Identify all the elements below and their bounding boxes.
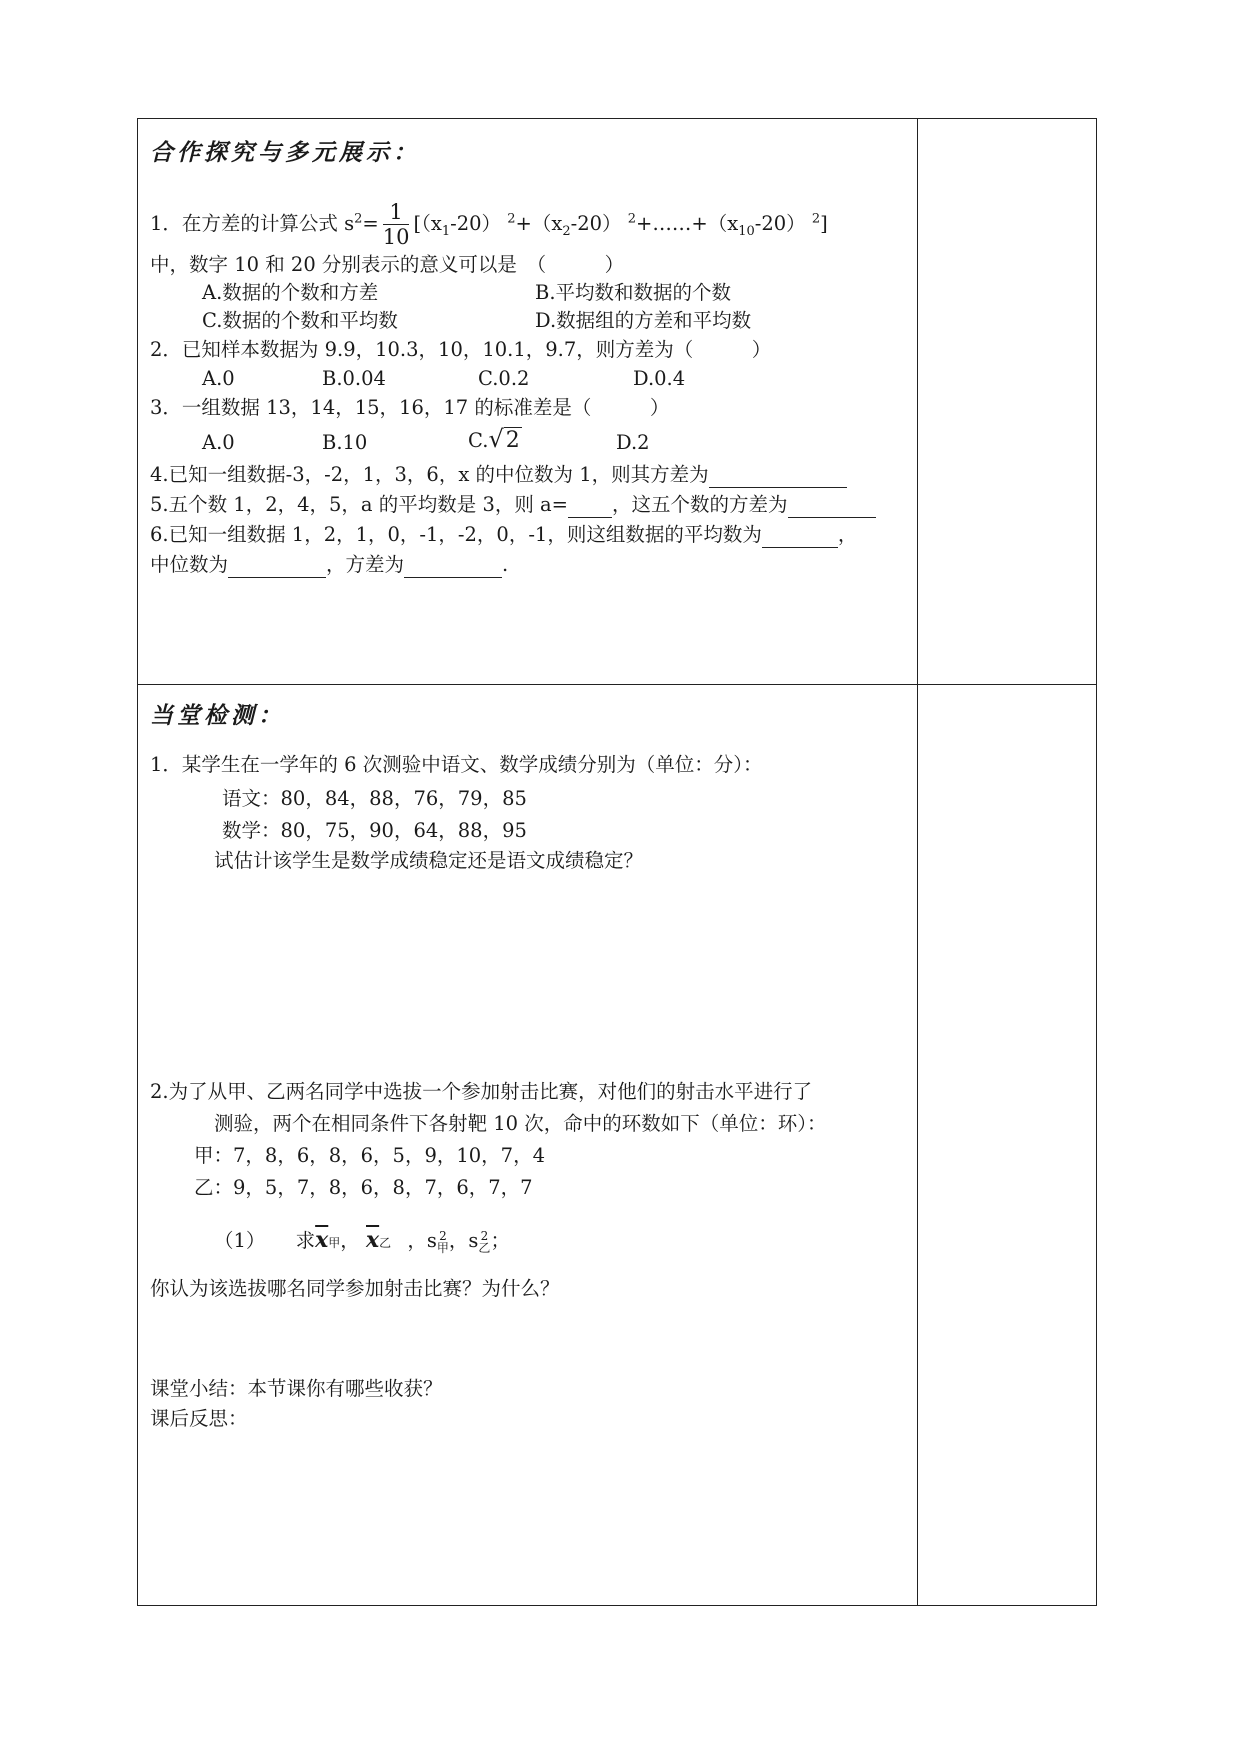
q1-option-b: B.平均数和数据的个数 <box>535 281 732 304</box>
summary-line: 课堂小结：本节课你有哪些收获？ <box>150 1377 443 1400</box>
q5-blank-b[interactable] <box>788 497 876 518</box>
q6-line2 <box>150 552 508 578</box>
q3-option-b: B.10 <box>322 431 368 454</box>
q3-option-c-prefix: C. <box>468 429 489 452</box>
q1-sup: 2 <box>354 211 363 227</box>
q1-body-c: +（x <box>515 212 563 235</box>
q1-formula-line <box>150 200 828 249</box>
p2-jia-scores: 甲：7，8，6，8，6，5，9，10，7，4 <box>194 1144 545 1167</box>
q5-line <box>150 492 876 518</box>
s-yi-sub: 乙 <box>478 1240 491 1255</box>
p1-chinese-scores: 语文：80，84，88，76，79，85 <box>222 787 527 810</box>
s-yi-scripts <box>478 1230 490 1254</box>
q3-option-c <box>468 426 522 454</box>
q2-option-c: C.0.2 <box>478 367 530 390</box>
q1-sup-f: 2 <box>811 211 821 227</box>
q4-text: 4.已知一组数据-3，-2，1，3，6，x 的中位数为 1，则其方差为 <box>150 463 709 486</box>
q6-line2-b: ，方差为 <box>326 553 405 576</box>
section1-heading: 合作探究与多元展示： <box>150 139 420 166</box>
q1-sub1: 1 <box>441 223 451 239</box>
q1-body-g: ] <box>820 212 828 235</box>
q5-text-a: 5.五个数 1，2，4，5，a 的平均数是 3，则 a= <box>150 493 569 516</box>
q6-blank-variance[interactable] <box>404 557 502 578</box>
q4-blank[interactable] <box>709 467 847 488</box>
q1-option-c: C.数据的个数和平均数 <box>202 309 398 332</box>
q6-line2-c: . <box>502 553 509 576</box>
q1-sup-b: 2 <box>507 211 516 227</box>
q1-option-a: A.数据的个数和方差 <box>202 281 379 304</box>
radical-sign: √ <box>488 425 504 453</box>
s-jia: s <box>426 1229 437 1252</box>
q1-body-b: -20） <box>450 212 502 235</box>
s-yi: s <box>468 1229 479 1252</box>
p2-part1 <box>214 1227 510 1256</box>
x-bar-yi: $\overline{x}$ <box>366 1227 380 1253</box>
q1-sub10: 10 <box>738 223 755 239</box>
sub-yi: 乙 <box>379 1236 392 1250</box>
q6-line2-a: 中位数为 <box>150 553 229 576</box>
p2-comma-2: ， <box>407 1229 427 1252</box>
q2-option-a: A.0 <box>202 367 235 390</box>
section2-heading: 当堂检测： <box>150 702 285 729</box>
reflection-line: 课后反思： <box>150 1407 248 1430</box>
sqrt-symbol <box>488 426 521 454</box>
p2-part1-ask: 求 <box>295 1229 316 1252</box>
q1-option-d: D.数据组的方差和平均数 <box>535 309 752 332</box>
q1-sub2: 2 <box>562 223 571 239</box>
q1-body-d: -20） <box>570 212 622 235</box>
q4-line <box>150 462 847 488</box>
p2-part1-label: （1） <box>214 1229 266 1252</box>
p2-text2: 测验，两个在相同条件下各射靶 10 次，命中的环数如下（单位：环）： <box>214 1112 827 1135</box>
p2-text: 2.为了从甲、乙两名同学中选拔一个参加射击比赛，对他们的射击水平进行了 <box>150 1080 813 1103</box>
p2-yi-scores: 乙：9，5，7，8，6，8，7，6，7，7 <box>194 1176 533 1199</box>
q6-line <box>150 522 857 548</box>
q1-sup-d: 2 <box>627 211 637 227</box>
q6-text-b: ， <box>837 523 858 546</box>
p2-comma-3: ， <box>448 1229 469 1252</box>
q6-text-a: 6.已知一组数据 1，2，1，0，-1，-2，0，-1，则这组数据的平均数为 <box>150 523 762 546</box>
p2-comma-1: ， <box>340 1229 360 1252</box>
q6-blank-median[interactable] <box>228 557 326 578</box>
q1-line2: 中，数字 10 和 20 分别表示的意义可以是 （ ） <box>150 253 625 276</box>
q5-blank-a[interactable] <box>568 497 612 518</box>
q3-text: 3．一组数据 13，14，15，16，17 的标准差是（ ） <box>150 396 670 419</box>
p2-question: 你认为该选拔哪名同学参加射击比赛？为什么？ <box>150 1277 560 1300</box>
p1-text: 1．某学生在一学年的 6 次测验中语文、数学成绩分别为（单位：分）： <box>150 753 763 776</box>
s-yi-sup: 2 <box>480 1228 489 1243</box>
q2-option-d: D.0.4 <box>633 367 686 390</box>
q1-prefix: 1．在方差的计算公式 s <box>150 212 355 235</box>
q1-eq: = <box>362 212 379 235</box>
q5-text-b: ，这五个数的方差为 <box>612 493 788 516</box>
x-bar-jia: $\overline{x}$ <box>315 1227 329 1253</box>
q2-text: 2．已知样本数据为 9.9，10.3，10，10.1，9.7，则方差为（ ） <box>150 338 772 361</box>
s-jia-sub: 甲 <box>436 1240 449 1255</box>
radicand: 2 <box>505 428 520 453</box>
q1-body-a: [（x <box>413 212 442 235</box>
q1-frac-den: 10 <box>382 225 410 249</box>
row-divider <box>137 684 1097 685</box>
sub-jia: 甲 <box>328 1236 341 1250</box>
q2-option-b: B.0.04 <box>322 367 386 390</box>
p1-question: 试估计该学生是数学成绩稳定还是语文成绩稳定？ <box>214 849 644 872</box>
q3-option-d: D.2 <box>616 431 650 454</box>
p1-math-scores: 数学：80，75，90，64，88，95 <box>222 819 527 842</box>
s-jia-sup: 2 <box>439 1228 447 1243</box>
q1-frac-num: 1 <box>383 200 410 225</box>
q1-body-e: +……+（x <box>636 212 739 235</box>
q1-fraction <box>383 200 410 249</box>
q6-blank-mean[interactable] <box>762 527 838 548</box>
q1-body-f: -20） <box>754 212 806 235</box>
p2-end: ； <box>490 1229 510 1252</box>
column-divider <box>917 118 918 1606</box>
q3-option-a: A.0 <box>202 431 235 454</box>
s-jia-scripts <box>437 1230 449 1254</box>
